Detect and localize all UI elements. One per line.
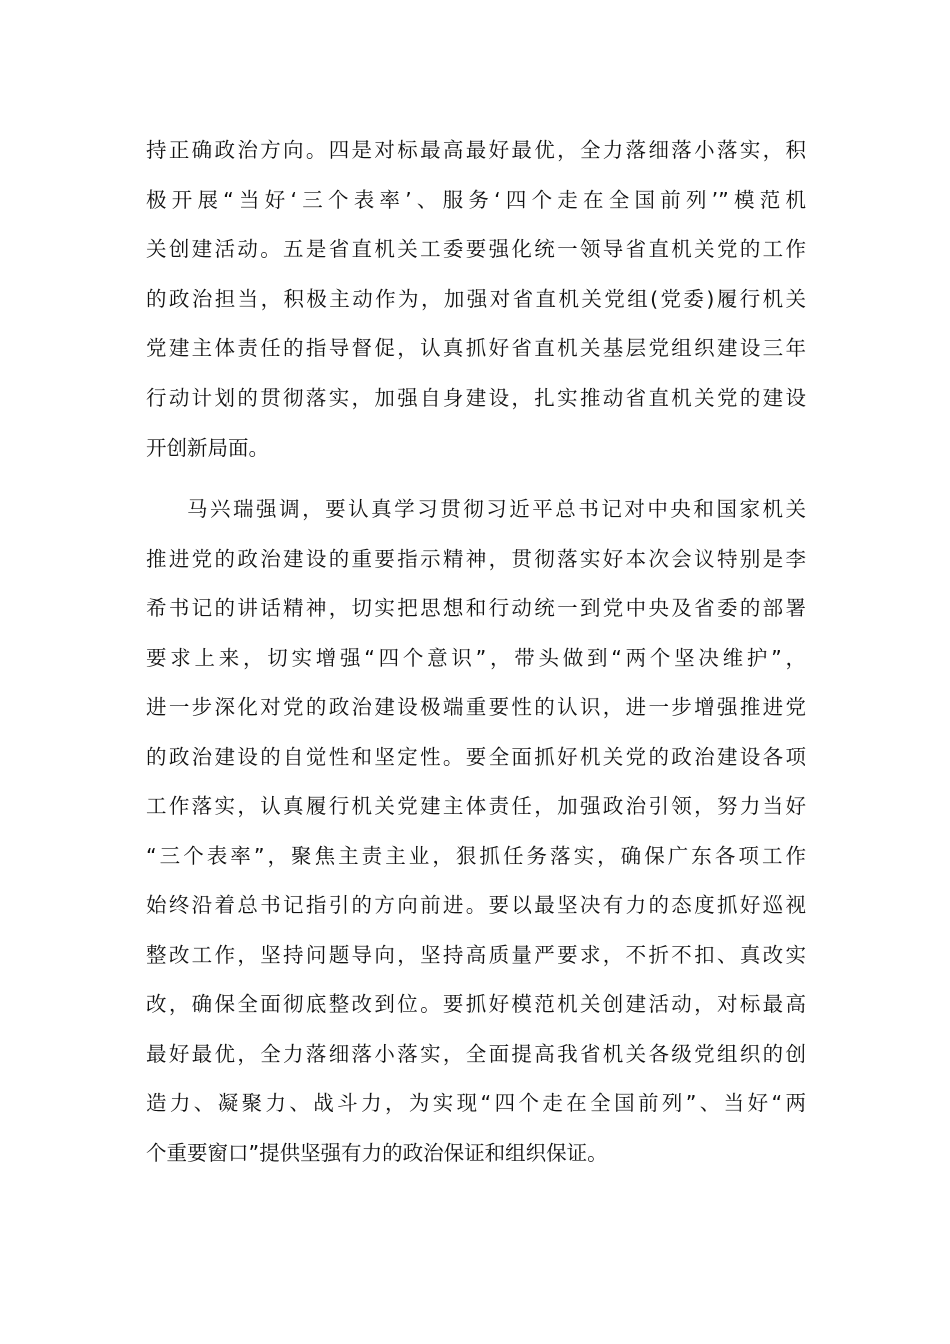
text-line: 开创新局面。 [146,436,269,460]
text-line-indented: 马兴瑞强调，要认真学习贯彻习近平总书记对中央和国家机关 [187,497,806,521]
text-line: 进一步深化对党的政治建设极端重要性的认识，进一步增强推进党 [146,695,806,719]
text-line: 最好最优，全力落细落小落实，全面提高我省机关各级党组织的创 [146,1042,806,1066]
text-line: 极开展“当好‘三个表率’、服务‘四个走在全国前列’”模范机 [146,188,806,212]
text-line: 行动计划的贯彻落实，加强自身建设，扎实推动省直机关党的建设 [146,386,806,410]
text-line: 的政治担当，积极主动作为，加强对省直机关党组(党委)履行机关 [146,287,806,311]
text-line: 整改工作，坚持问题导向，坚持高质量严要求，不折不扣、真改实 [146,943,806,967]
text-line: 工作落实，认真履行机关党建主体责任，加强政治引领，努力当好 [146,794,806,818]
text-line: 始终沿着总书记指引的方向前进。要以最坚决有力的态度抓好巡视 [146,893,806,917]
text-line: 党建主体责任的指导督促，认真抓好省直机关基层党组织建设三年 [146,336,806,360]
text-line: 持正确政治方向。四是对标最高最好最优，全力落细落小落实，积 [146,138,806,162]
text-line: 要求上来，切实增强“四个意识”，带头做到“两个坚决维护”， [146,646,806,670]
text-line: 希书记的讲话精神，切实把思想和行动统一到党中央及省委的部署 [146,596,806,620]
text-line: 个重要窗口”提供坚强有力的政治保证和组织保证。 [146,1141,608,1165]
text-line: 推进党的政治建设的重要指示精神，贯彻落实好本次会议特别是李 [146,547,806,571]
text-line: “三个表率”，聚焦主责主业，狠抓任务落实，确保广东各项工作 [146,844,806,868]
text-line: 改，确保全面彻底整改到位。要抓好模范机关创建活动，对标最高 [146,992,806,1016]
text-line: 的政治建设的自觉性和坚定性。要全面抓好机关党的政治建设各项 [146,745,806,769]
text-line: 造力、凝聚力、战斗力，为实现“四个走在全国前列”、当好“两 [146,1091,806,1115]
text-line: 关创建活动。五是省直机关工委要强化统一领导省直机关党的工作 [146,237,806,261]
